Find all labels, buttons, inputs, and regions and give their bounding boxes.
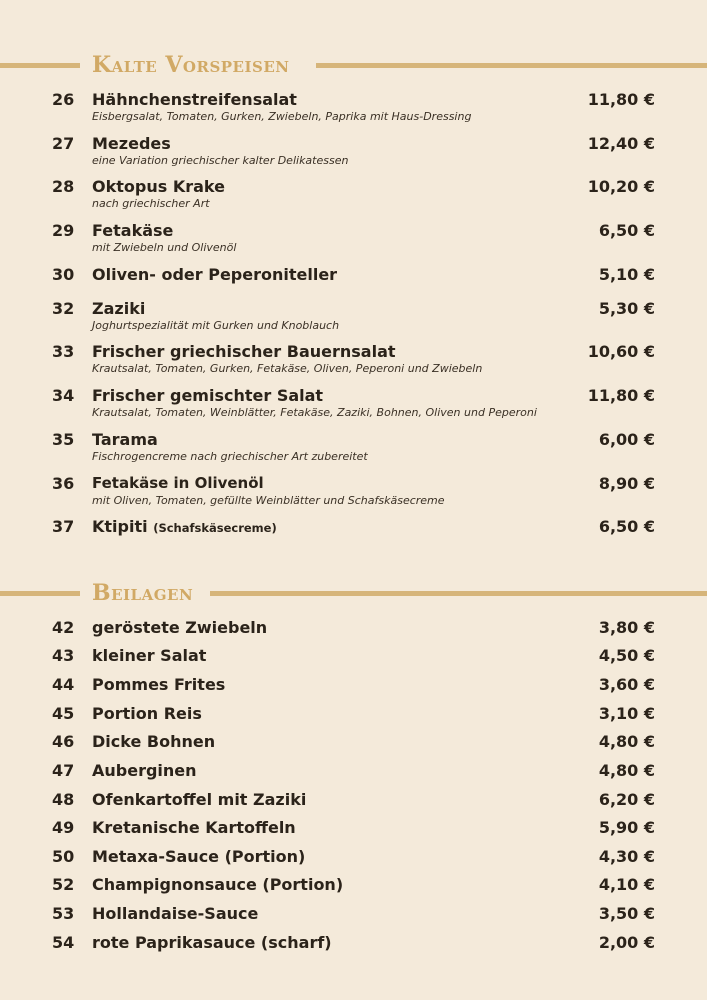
- item-name: Pommes Frites: [92, 675, 226, 694]
- item-name: Ktipiti: [92, 517, 148, 536]
- divider-left: [0, 591, 80, 596]
- item-name: kleiner Salat: [92, 646, 207, 665]
- item-description: Eisbergsalat, Tomaten, Gurken, Zwiebeln, Paprika mit Haus-Dressing: [92, 110, 472, 123]
- item-number: 37: [52, 517, 75, 536]
- item-description: Krautsalat, Tomaten, Weinblätter, Fetakäse, Zaziki, Bohnen, Oliven und Peperoni: [92, 406, 537, 419]
- item-number: 29: [52, 221, 75, 240]
- item-name-group: [92, 517, 277, 536]
- item-note: (Schafskäsecreme): [153, 521, 277, 535]
- item-price: 10,20 €: [587, 177, 655, 196]
- item-description: nach griechischer Art: [92, 197, 210, 210]
- item-price: 5,10 €: [598, 265, 655, 284]
- item-name: Metaxa-Sauce (Portion): [92, 847, 306, 866]
- item-name: Frischer gemischter Salat: [92, 386, 324, 405]
- item-price: 2,00 €: [598, 933, 655, 952]
- item-name: Tarama: [92, 430, 158, 449]
- item-price: 11,80 €: [587, 386, 655, 405]
- item-number: 49: [52, 818, 75, 837]
- item-number: 36: [52, 474, 75, 493]
- item-description: eine Variation griechischer kalter Delikatessen: [92, 154, 349, 167]
- item-price: 3,50 €: [598, 904, 655, 923]
- divider-right: [316, 63, 707, 68]
- item-number: 44: [52, 675, 75, 694]
- item-name: Mezedes: [92, 134, 171, 153]
- section-header-kalte-vorspeisen: [0, 50, 707, 80]
- item-price: 4,10 €: [598, 875, 655, 894]
- item-description: Joghurtspezialität mit Gurken und Knoblauch: [92, 319, 340, 332]
- item-price: 6,00 €: [598, 430, 655, 449]
- item-number: 52: [52, 875, 75, 894]
- item-price: 11,80 €: [587, 90, 655, 109]
- item-number: 34: [52, 386, 75, 405]
- item-price: 8,90 €: [598, 474, 655, 493]
- item-name: Auberginen: [92, 761, 197, 780]
- item-price: 5,30 €: [598, 299, 655, 318]
- item-number: 28: [52, 177, 75, 196]
- item-name: Kretanische Kartoffeln: [92, 818, 296, 837]
- item-description: Fischrogencreme nach griechischer Art zubereitet: [92, 450, 368, 463]
- item-name: Ofenkartoffel mit Zaziki: [92, 790, 307, 809]
- item-price: 4,80 €: [598, 732, 655, 751]
- item-name: rote Paprikasauce (scharf): [92, 933, 332, 952]
- section-title: Beilagen: [92, 580, 194, 606]
- item-price: 5,90 €: [598, 818, 655, 837]
- item-number: 45: [52, 704, 75, 723]
- item-number: 54: [52, 933, 75, 952]
- item-name: Oktopus Krake: [92, 177, 225, 196]
- item-name: Champignonsauce (Portion): [92, 875, 344, 894]
- item-name: Dicke Bohnen: [92, 732, 216, 751]
- section-header-beilagen: [0, 578, 707, 608]
- item-description: mit Oliven, Tomaten, gefüllte Weinblätter und Schafskäsecreme: [92, 494, 445, 507]
- item-price: 6,20 €: [598, 790, 655, 809]
- item-number: 53: [52, 904, 75, 923]
- item-number: 35: [52, 430, 75, 449]
- item-price: 4,50 €: [598, 646, 655, 665]
- divider-right: [210, 591, 707, 596]
- item-name: Zaziki: [92, 299, 146, 318]
- item-description: Krautsalat, Tomaten, Gurken, Fetakäse, Oliven, Peperoni und Zwiebeln: [92, 362, 483, 375]
- item-number: 47: [52, 761, 75, 780]
- item-price: 6,50 €: [598, 221, 655, 240]
- item-number: 27: [52, 134, 75, 153]
- item-name: Hähnchenstreifensalat: [92, 90, 297, 109]
- item-price: 3,80 €: [598, 618, 655, 637]
- item-price: 4,80 €: [598, 761, 655, 780]
- item-number: 42: [52, 618, 75, 637]
- item-number: 32: [52, 299, 75, 318]
- divider-left: [0, 63, 80, 68]
- item-name: Frischer griechischer Bauernsalat: [92, 342, 396, 361]
- section-title: Kalte Vorspeisen: [92, 52, 290, 78]
- item-name: Fetakäse: [92, 221, 174, 240]
- item-name: Fetakäse in Olivenöl: [92, 474, 264, 492]
- item-price: 4,30 €: [598, 847, 655, 866]
- item-price: 6,50 €: [598, 517, 655, 536]
- item-number: 48: [52, 790, 75, 809]
- item-number: 43: [52, 646, 75, 665]
- item-description: mit Zwiebeln und Olivenöl: [92, 241, 237, 254]
- item-name: Oliven- oder Peperoniteller: [92, 265, 338, 284]
- item-price: 3,10 €: [598, 704, 655, 723]
- item-price: 3,60 €: [598, 675, 655, 694]
- item-number: 46: [52, 732, 75, 751]
- item-number: 50: [52, 847, 75, 866]
- item-number: 26: [52, 90, 75, 109]
- item-name: geröstete Zwiebeln: [92, 618, 268, 637]
- item-number: 30: [52, 265, 75, 284]
- item-name: Portion Reis: [92, 704, 202, 723]
- item-price: 12,40 €: [587, 134, 655, 153]
- item-number: 33: [52, 342, 75, 361]
- item-price: 10,60 €: [587, 342, 655, 361]
- item-name: Hollandaise-Sauce: [92, 904, 259, 923]
